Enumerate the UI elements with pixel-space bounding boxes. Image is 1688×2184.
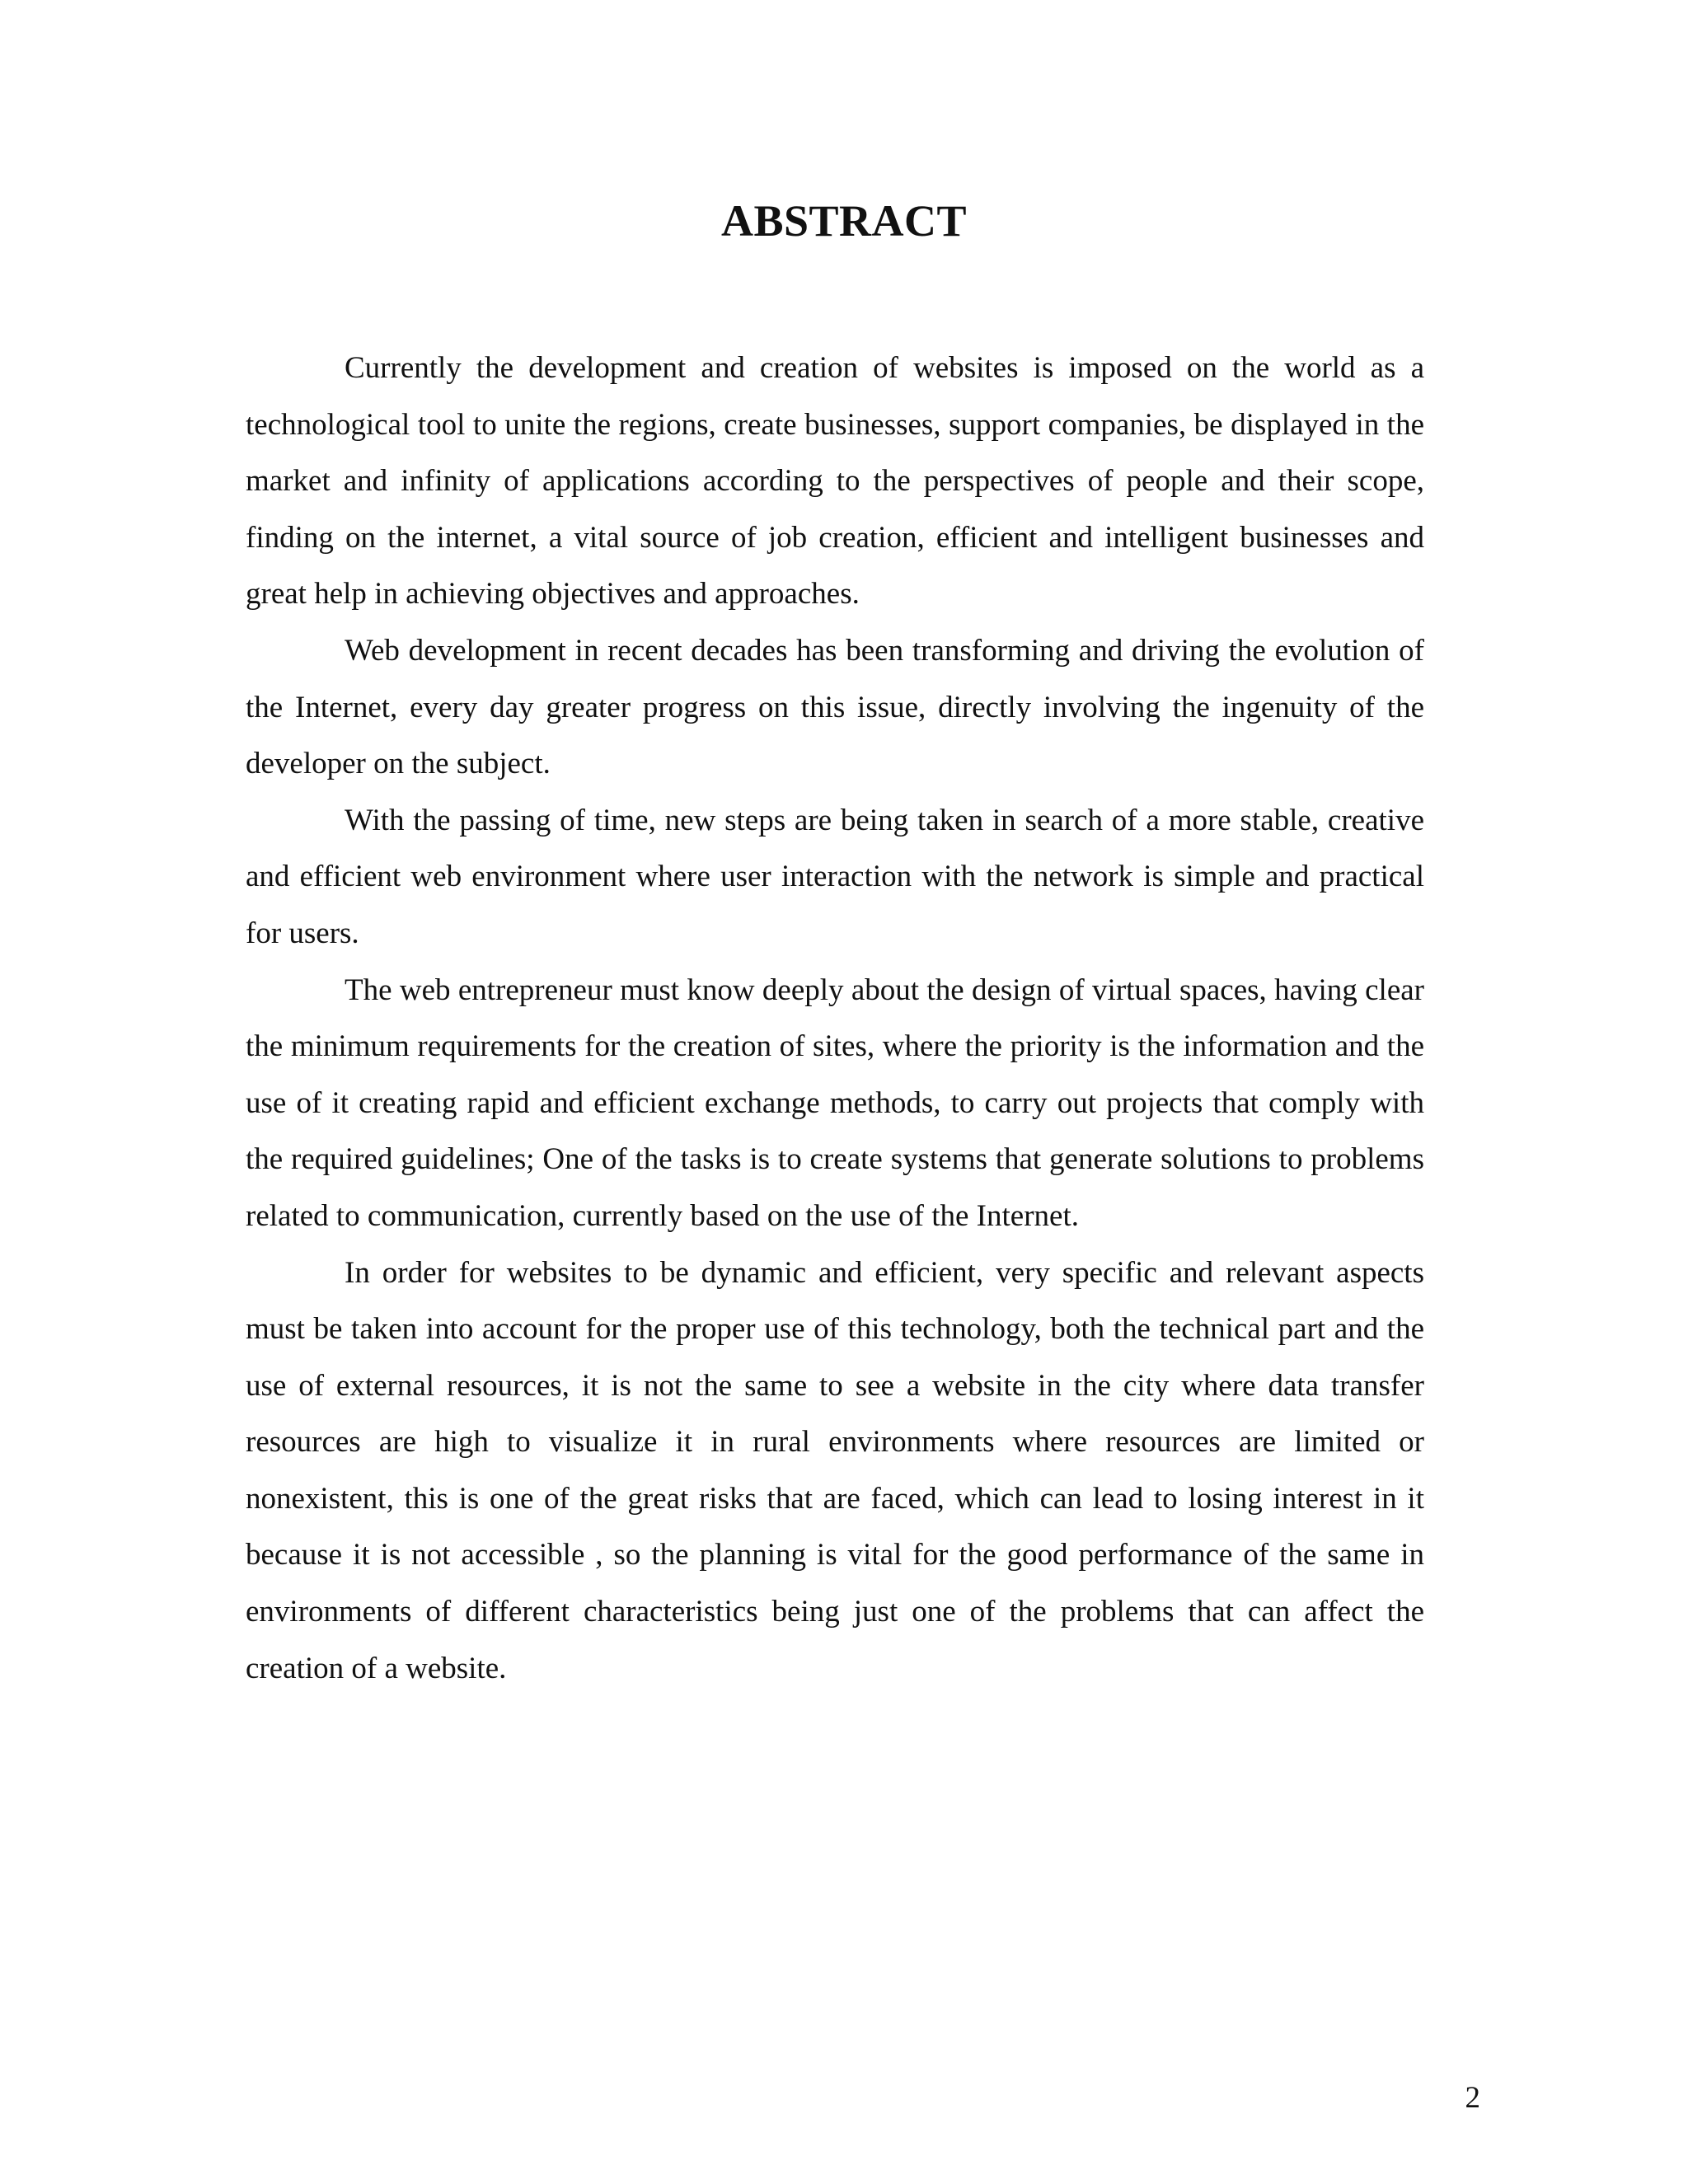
abstract-body — [246, 340, 1424, 1697]
paragraph-1: Currently the development and creation of websites is imposed on the world as a technological tool to unite the regions, create businesses, support companies, be displayed in the market and infinity of applications according to the perspectives of people and their scope, finding on the internet, a vital source of job creation, efficient and intelligent businesses and great help in achieving objectives and approaches. — [246, 351, 1424, 612]
paragraph-2: Web development in recent decades has been transforming and driving the evolution of the Internet, every day greater progress on this issue, directly involving the ingenuity of the developer on the subject. — [246, 633, 1424, 781]
paragraph-4: The web entrepreneur must know deeply about the design of virtual spaces, having clear the minimum requirements for the creation of sites, where the priority is the information and the use of it creating rapid and efficient exchange methods, to carry out projects that comply with the required guidelines; One of the tasks is to create systems that generate solutions to problems related to communication, currently based on the use of the Internet. — [246, 972, 1424, 1233]
paragraph-3: With the passing of time, new steps are being taken in search of a more stable, creative and efficient web environment where user interaction with the network is simple and practical for users. — [246, 803, 1424, 950]
page-number: 2 — [1465, 2081, 1480, 2115]
page-title: ABSTRACT — [720, 196, 968, 246]
paragraph-5: In order for websites to be dynamic and efficient, very specific and relevant aspects must be taken into account for the proper use of this technology, both the technical part and the use of external resources, it is not the same to see a website in the city where data transfer resources are high to visualize it in rural environments where resources are limited or nonexistent, this is one of the great risks that are faced, which can lead to losing interest in it because it is not accessible , so the planning is vital for the good performance of the same in environments of different characteristics being just one of the problems that can affect the creation of a website. — [246, 1255, 1424, 1685]
